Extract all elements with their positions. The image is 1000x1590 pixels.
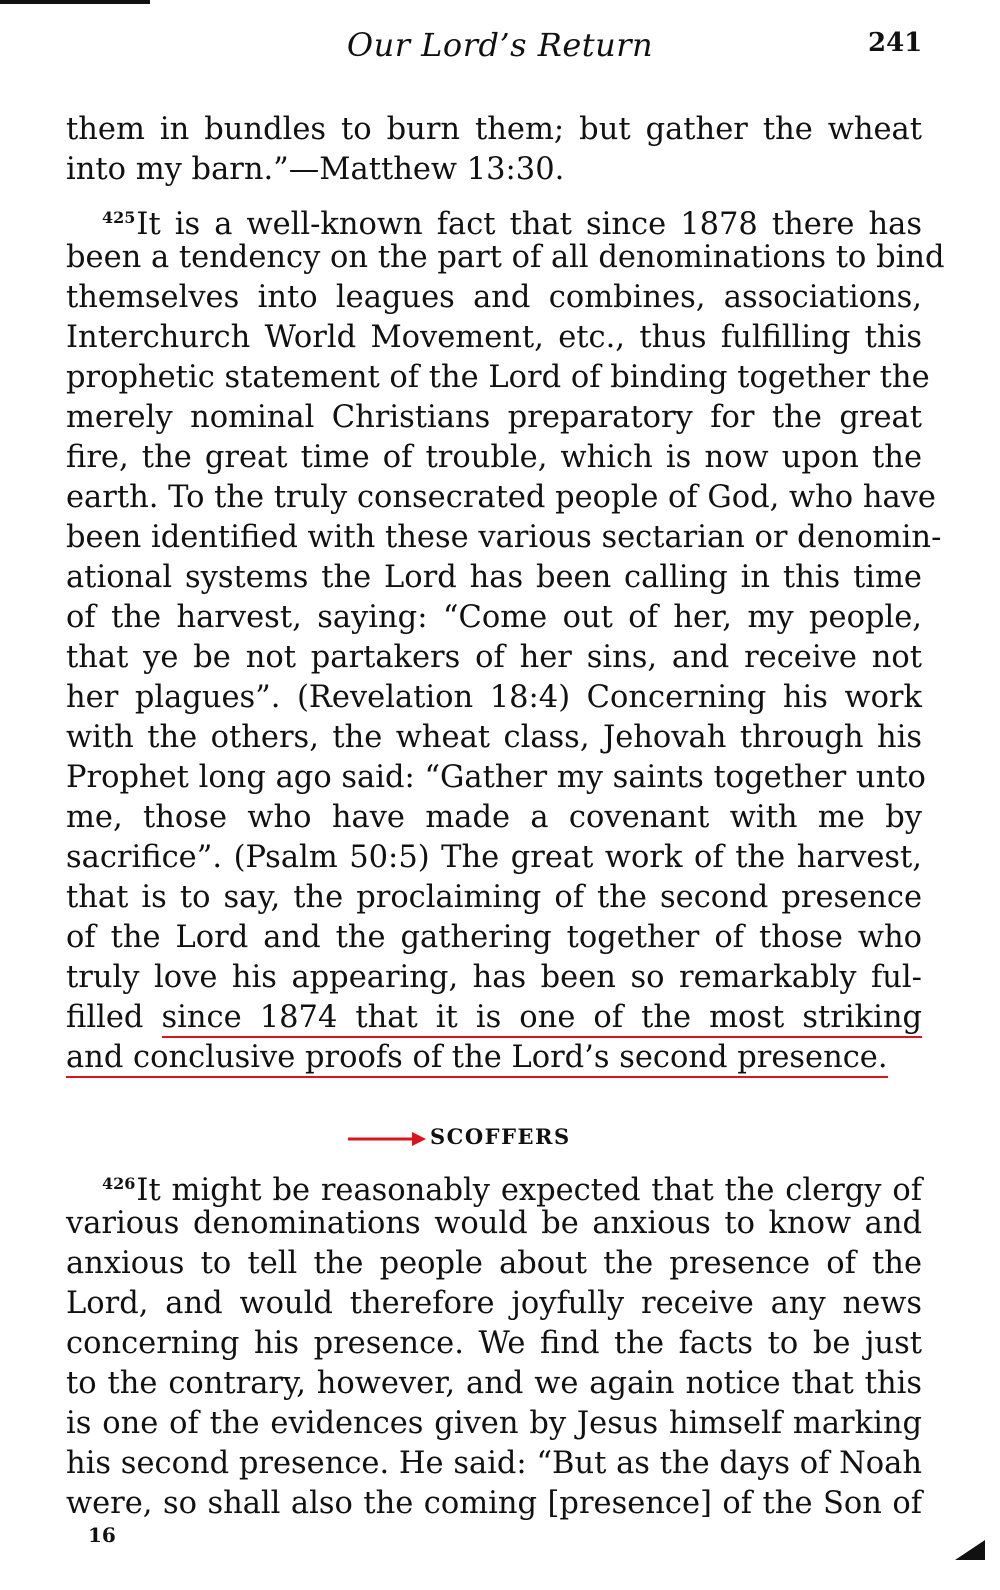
text-line: various denominations would be anxious to know and bbox=[66, 1206, 922, 1241]
red-arrow-annotation-icon bbox=[348, 1129, 426, 1149]
text-line: merely nominal Christians preparatory for the great bbox=[66, 400, 922, 435]
underlined-text-line bbox=[66, 1038, 922, 1078]
text-line: is one of the evidences given by Jesus himself marking bbox=[66, 1406, 922, 1441]
text-line: with the others, the wheat class, Jehovah through his bbox=[66, 720, 922, 755]
text-line: Interchurch World Movement, etc., thus fulfilling this bbox=[66, 320, 922, 355]
text-line: Prophet long ago said: “Gather my saints together unto bbox=[66, 760, 926, 795]
text-line: themselves into leagues and combines, associations, bbox=[66, 280, 922, 315]
paragraph-number: 426 bbox=[102, 1174, 136, 1193]
running-title: Our Lord’s Return bbox=[346, 26, 654, 64]
paragraph-first-line bbox=[66, 1164, 922, 1208]
page-number: 241 bbox=[868, 28, 923, 58]
text-line: been identified with these various sectarian or denomin- bbox=[66, 520, 942, 555]
text-line: that ye be not partakers of her sins, and receive not bbox=[66, 640, 922, 675]
text-line: ational systems the Lord has been calling in this time bbox=[66, 560, 922, 595]
text-line: that is to say, the proclaiming of the second presence bbox=[66, 880, 922, 915]
red-underline-annotation: and conclusive proofs of the Lord’s second presence. bbox=[66, 1040, 888, 1078]
corner-scan-artifact bbox=[955, 1540, 985, 1560]
continued-text bbox=[66, 110, 922, 190]
text-run: It is a well-known fact that since 1878 there has bbox=[136, 207, 922, 242]
text-line: were, so shall also the coming [presence] of the Son of bbox=[66, 1486, 922, 1521]
running-header bbox=[0, 22, 1000, 72]
paragraph-425 bbox=[66, 198, 945, 1078]
text-line: anxious to tell the people about the presence of the bbox=[66, 1246, 922, 1281]
text-line: Lord, and would therefore joyfully receive any news bbox=[66, 1286, 922, 1321]
text-line: fire, the great time of trouble, which is now upon the bbox=[66, 440, 922, 475]
scan-edge-mark bbox=[0, 0, 150, 4]
text-line: been a tendency on the part of all denominations to bind bbox=[66, 240, 945, 275]
paragraph-number: 425 bbox=[102, 208, 136, 227]
text-line: earth. To the truly consecrated people of God, who have bbox=[66, 480, 936, 515]
underlined-text-line bbox=[66, 998, 922, 1038]
printer-signature-mark: 16 bbox=[88, 1523, 116, 1547]
text-line: of the Lord and the gathering together of those who bbox=[66, 920, 922, 955]
section-heading bbox=[0, 1122, 1000, 1156]
text-line: me, those who have made a covenant with me by bbox=[66, 800, 922, 835]
paragraph-426 bbox=[66, 1164, 922, 1524]
text-line: concerning his presence. We find the facts to be just bbox=[66, 1326, 922, 1361]
text-line: to the contrary, however, and we again notice that this bbox=[66, 1366, 922, 1401]
section-title: SCOFFERS bbox=[430, 1124, 571, 1149]
text-line: of the harvest, saying: “Come out of her, my people, bbox=[66, 600, 922, 635]
text-line: his second presence. He said: “But as the days of Noah bbox=[66, 1446, 922, 1481]
text-line: truly love his appearing, has been so remarkably ful- bbox=[66, 960, 922, 995]
text-run: filled bbox=[66, 1000, 144, 1035]
text-line: prophetic statement of the Lord of binding together the bbox=[66, 360, 930, 395]
red-underline-annotation: since 1874 that it is one of the most striking bbox=[162, 1000, 923, 1038]
text-line: her plagues”. (Revelation 18:4) Concerning his work bbox=[66, 680, 922, 715]
text-line: into my barn.”—Matthew 13:30. bbox=[66, 152, 565, 187]
text-line: them in bundles to burn them; but gather the wheat bbox=[66, 112, 922, 147]
paragraph-first-line bbox=[66, 198, 922, 242]
text-run: It might be reasonably expected that the clergy of bbox=[136, 1173, 922, 1208]
text-line: sacrifice”. (Psalm 50:5) The great work of the harvest, bbox=[66, 840, 922, 875]
